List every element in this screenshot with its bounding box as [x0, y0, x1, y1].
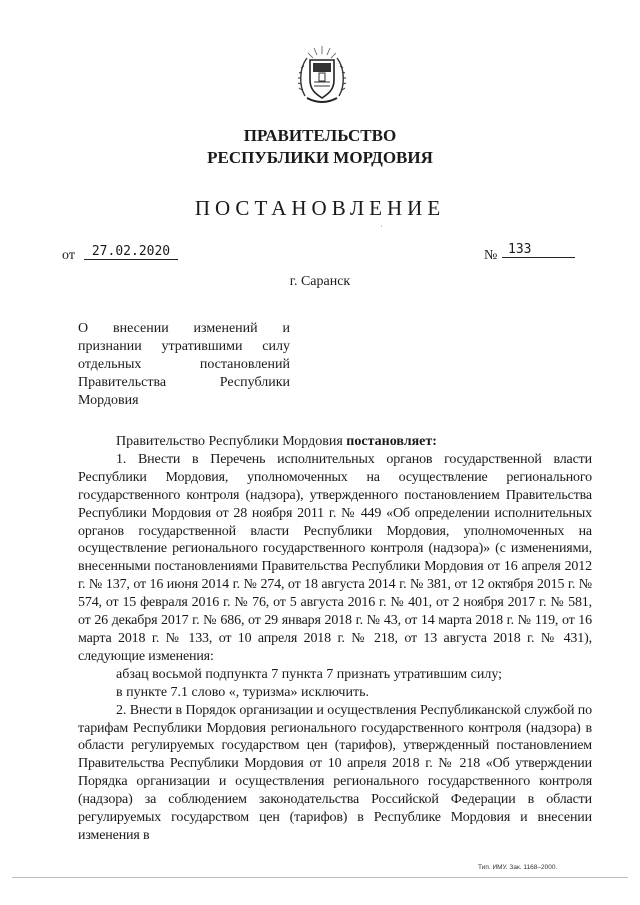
- document-body: [78, 433, 592, 845]
- city: г. Саранск: [289, 274, 351, 289]
- document-number: 133: [502, 242, 575, 258]
- preamble-verb: постановляет:: [346, 434, 437, 449]
- paragraph-1a: абзац восьмой подпункта 7 пункта 7 признать утратившим силу;: [116, 666, 503, 682]
- preamble-text: Правительство Республики Мордовия: [116, 434, 347, 449]
- footer-divider: [12, 877, 628, 878]
- paragraph-1b: в пункте 7.1 слово «, туризма» исключить.: [116, 684, 369, 700]
- paragraph-2: 2. Внести в Порядок организации и осуществления Республиканской службой по тарифам Республики Мордовия регионального государственного контроля (надзора) в области регулируемых государством цен (тарифов), утвержденный постановлением Правительства Республики Мордовия от 10 апреля 2018 г. № 218 «Об утверждении Порядка организации и осуществления регионального государственного контроля (надзора) за соблюдением законодательства Российской Федерации в области регулируемых государством цен (тарифов) в Республике Мордовия и внесении изменения в: [78, 702, 592, 843]
- print-note: Тип. ИМУ. Зак. 1168–2000.: [478, 864, 558, 871]
- org-name-line2: РЕСПУБЛИКИ МОРДОВИЯ: [207, 148, 433, 167]
- document-subject: О внесении изменений и признании утратившими силу отдельных постановлений Правительства Республики Мордовия: [78, 321, 290, 408]
- number-prefix: №: [484, 248, 498, 263]
- paragraph-1: 1. Внести в Перечень исполнительных органов государственной власти Республики Мордовия, уполномоченных на осуществление регионального государственного контроля (надзора), утвержденного постановлением Правительства Республики Мордовия от 28 ноября 2011 г. № 449 «Об определении исполнительных органов государственной власти Республики Мордовия, уполномоченных на осуществление регионального государственного контроля (надзора)» (с изменениями, внесенными постановлениями Правительства Республики Мордовия от 16 апреля 2012 г. № 137, от 16 июня 2014 г. № 274, от 18 августа 2014 г. № 381, от 12 октября 2015 г. № 574, от 15 февраля 2016 г. № 76, от 5 августа 2016 г. № 401, от 2 ноября 2017 г. № 581, от 26 декабря 2017 г. № 686, от 29 января 2018 г. № 43, от 14 марта 2018 г. № 119, от 16 марта 2018 г. № 133, от 10 апреля 2018 г. № 218, от 13 августа 2018 г. № 431), следующие изменения:: [78, 451, 592, 664]
- document-type: ПОСТАНОВЛЕНИЕ: [194, 196, 446, 220]
- coat-of-arms-icon: [297, 42, 347, 108]
- org-name-line1: ПРАВИТЕЛЬСТВО: [243, 126, 397, 145]
- date-prefix: от: [62, 248, 75, 263]
- preamble: [78, 433, 592, 451]
- document-date: 27.02.2020: [84, 244, 178, 260]
- scan-mark: ˙: [380, 224, 383, 234]
